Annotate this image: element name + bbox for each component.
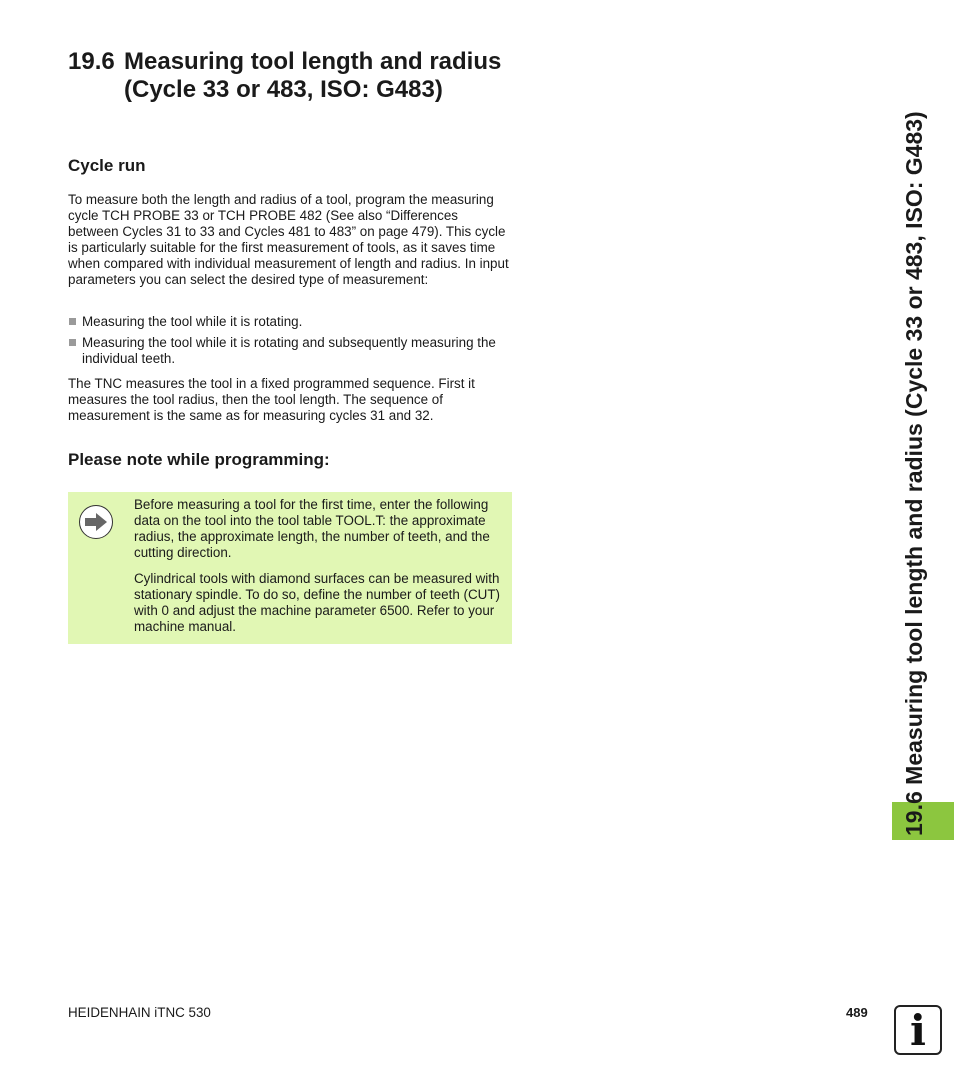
footer-product: HEIDENHAIN iTNC 530 [68,1005,211,1020]
info-icon [894,1005,942,1055]
list-item-text: Measuring the tool while it is rotating. [82,314,303,329]
list-item-text: Measuring the tool while it is rotating and subsequently measuring the individual teeth. [82,335,496,367]
section-number: 19.6 [68,48,115,75]
square-bullet-icon [69,318,76,325]
sequence-paragraph: The TNC measures the tool in a fixed programmed sequence. First it measures the tool radius, then the tool length. The sequence of measurement is the same as for measuring cycles 31 and 32. [68,376,475,424]
info-icon-glyph: i [910,1006,926,1055]
side-running-title: 19.6 Measuring tool length and radius (Cycle 33 or 483, ISO: G483) [901,111,927,836]
section-title [68,48,508,104]
page-number: 489 [846,1005,868,1020]
square-bullet-icon [69,339,76,346]
note-cylindrical-tools: Cylindrical tools with diamond surfaces can be measured with stationary spindle. To do so, define the number of teeth (CUT) with 0 and adjust the machine parameter 6500. Refer to your machine manual. [134,571,500,635]
note-first-measurement: Before measuring a tool for the first time, enter the following data on the tool into the tool table TOOL.T: the approximate radius, the approximate length, the number of teeth, and the cutting direction. [134,497,490,561]
list-item [68,335,512,367]
programming-notes-heading: Please note while programming: [68,450,330,469]
arrow-right-icon [79,505,113,539]
list-item [68,314,512,330]
arrow-right-icon-graphic [84,512,108,532]
section-title-text: Measuring tool length and radius (Cycle 33 or 483, ISO: G483) [124,48,502,103]
cycle-run-heading: Cycle run [68,156,146,175]
measurement-type-list [68,314,512,372]
cycle-run-intro: To measure both the length and radius of a tool, program the measuring cycle TCH PROBE 33 or TCH PROBE 482 (See also “Differences between Cycles 31 to 33 and Cycles 481 to 483” on page 479). This cycle is particularly suitable for the first measurement of tools, as it saves time when compared with individual measurement of length and radius. In input parameters you can select the desired type of measurement: [68,192,509,288]
